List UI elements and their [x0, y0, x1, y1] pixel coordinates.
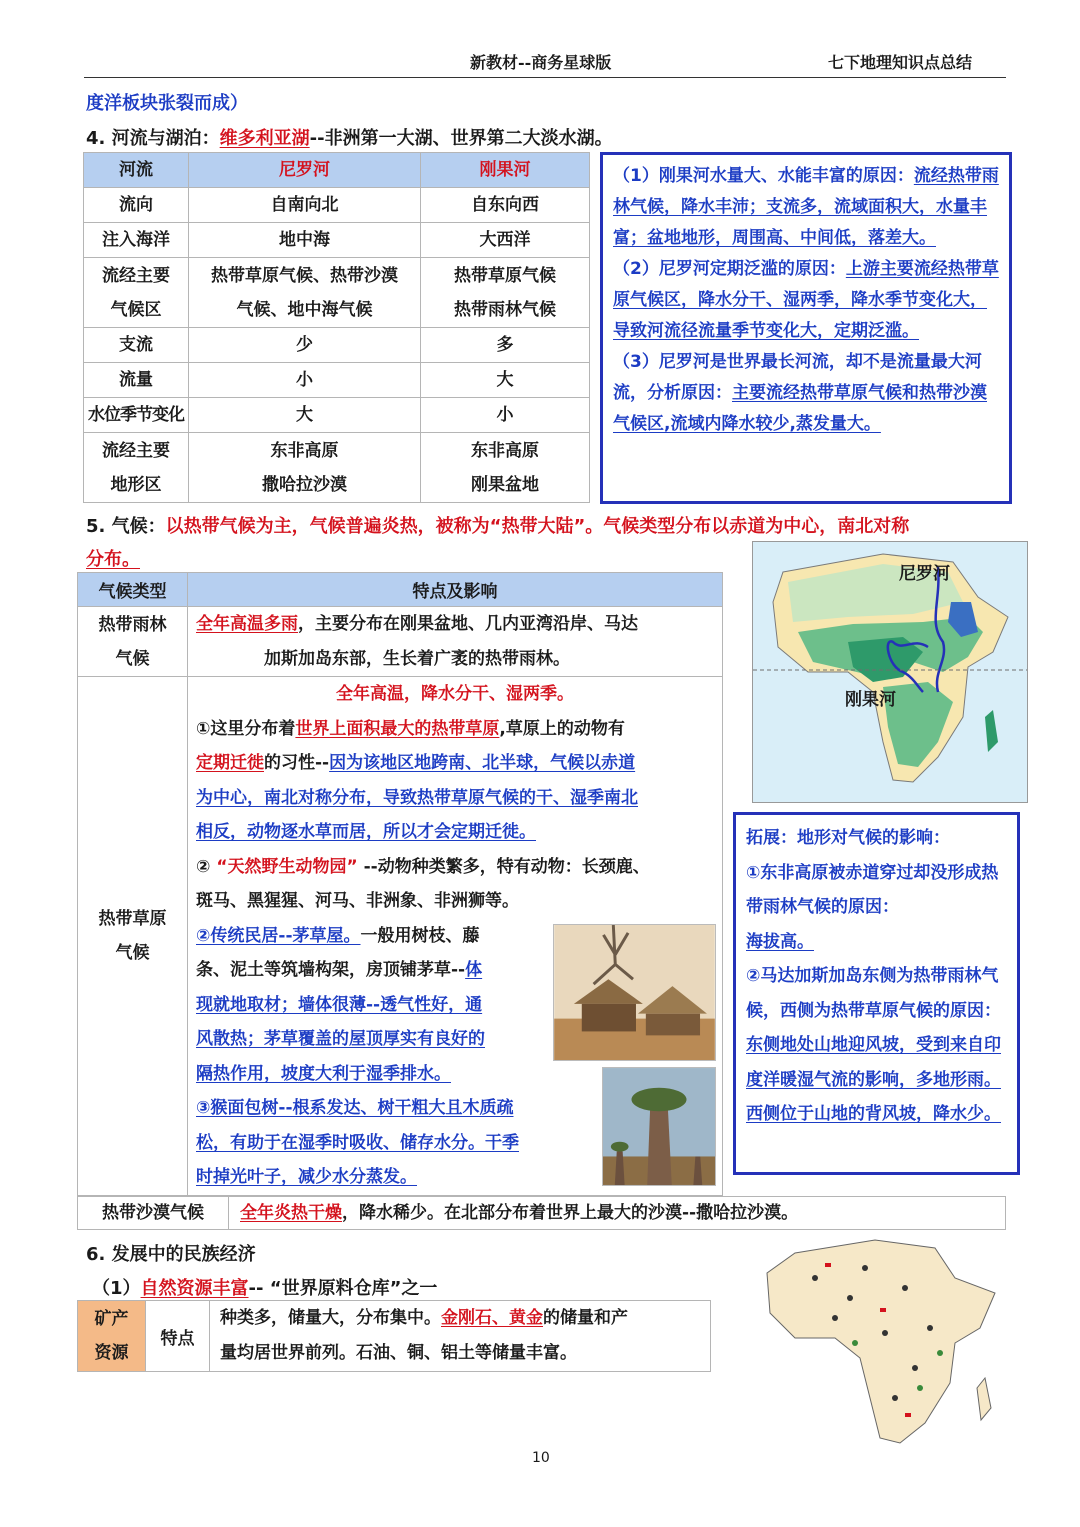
highlight-red: 自然资源丰富 — [140, 1278, 249, 1299]
table-row — [84, 363, 590, 398]
river-note — [613, 254, 999, 347]
header-center-title: 新教材--商务星球版 — [470, 53, 612, 72]
river-note — [613, 347, 999, 440]
highlight-red: “天然野生动物园” — [216, 856, 358, 877]
table-row — [84, 188, 590, 223]
terrain-box-title: 拓展：地形对气候的影响： — [746, 828, 950, 848]
table-header-cell: 特点及影响 — [188, 573, 723, 607]
cell-line: 热带草原气候、热带沙漠 — [211, 265, 398, 286]
table-cell — [421, 433, 590, 503]
highlight-red: 全年炎热干燥 — [240, 1203, 342, 1223]
terrain-question: ①东非高原被赤道穿过却没形成热带雨林气候的原因： — [746, 862, 999, 917]
terrain-answer: 东侧地处山地迎风坡，受到来自印度洋暖湿气流的影响，多地形雨。西侧位于山地的背风坡，降水少。 — [746, 1035, 1001, 1124]
table-cell — [421, 258, 590, 328]
cell-line: 刚果盆地 — [471, 474, 539, 495]
table-row — [84, 433, 590, 503]
table-cell: 自东向西 — [421, 188, 590, 223]
row-label: 流向 — [84, 188, 189, 223]
table-header-cell: 尼罗河 — [189, 153, 421, 188]
desc-text: 的习性-- — [264, 753, 330, 773]
row-label — [84, 433, 189, 503]
desc-text: ，主要分布在刚果盆地、几内亚湾沿岸、马达 — [298, 614, 638, 634]
note-prefix: （1）刚果河水量大、水能丰富的原因： — [613, 166, 914, 186]
row-label: 水位季节变化 — [84, 398, 189, 433]
table-row — [84, 223, 590, 258]
climate-type-cell — [78, 677, 188, 1196]
terrain-paragraph — [746, 959, 1007, 1132]
desc-line — [196, 850, 714, 885]
content-line — [220, 1301, 700, 1336]
section5-prefix: 5. 气候： — [86, 516, 166, 537]
africa-climate-map — [752, 541, 1028, 803]
desc-text: ② — [196, 856, 217, 877]
table-cell: 地中海 — [189, 223, 421, 258]
table-cell: 大 — [421, 363, 590, 398]
table-cell: 多 — [421, 328, 590, 363]
desc-text: ,草原上的动物有 — [499, 718, 625, 739]
river-notes-box — [600, 152, 1012, 504]
table-header-row — [78, 573, 723, 607]
table-cell: 大 — [189, 398, 421, 433]
desc-line: 为中心，南北对称分布，导致热带草原气候的干、湿季南北 — [196, 787, 638, 808]
climate-name-line: 热带雨林 — [98, 614, 167, 635]
desc-line: 相反，动物逐水草而居，所以才会定期迁徙。 — [196, 822, 536, 842]
desc-line: 时掉光叶子，减少水分蒸发。 — [196, 1167, 417, 1187]
table-cell: 大西洋 — [421, 223, 590, 258]
row-label-line: 气候区 — [110, 299, 162, 320]
table-cell — [189, 433, 421, 503]
note-body: 流经热带雨林气候，降水丰沛；支流多，流域面积大，水量丰富；盆地地形，周围高、中间低，落差大。 — [613, 166, 999, 248]
river-note — [613, 161, 999, 254]
desc-line: 隔热作用，坡度大利于湿季排水。 — [196, 1063, 451, 1084]
thatched-hut-photo — [553, 924, 716, 1061]
baobab-tree-photo — [602, 1067, 716, 1186]
table-header-cell: 河流 — [84, 153, 189, 188]
sub-prefix: （1） — [92, 1278, 141, 1299]
row-label-line: 流经主要 — [102, 440, 170, 461]
cell-line: 东非高原 — [471, 440, 539, 461]
table-header-row — [84, 153, 590, 188]
climate-desc-cell — [188, 607, 723, 677]
row-label-line: 地形区 — [110, 474, 162, 495]
table-cell — [189, 258, 421, 328]
terrain-question: ②马达加斯加岛东侧为热带雨林气候，西侧为热带草原气候的原因： — [746, 966, 1001, 1021]
desc-line: 斑马、黑猩猩、河马、非洲象、非洲狮等。 — [196, 891, 519, 911]
desc-line: 现就地取材；墙体很薄--透气性好，通 — [196, 994, 483, 1015]
highlight-blue: 体 — [465, 960, 483, 980]
desc-line — [196, 746, 714, 781]
table-row — [78, 607, 723, 677]
note-prefix: （2）尼罗河定期泛滥的原因： — [613, 259, 846, 279]
climate-desc-cell — [240, 1197, 798, 1229]
desc-line: ③猴面包树--根系发达、树干粗大且木质疏 — [196, 1098, 514, 1118]
africa-resource-map — [755, 1238, 1009, 1448]
section5-red-text: 以热带气候为主，气候普遍炎热，被称为“热带大陆”。气候类型分布以赤道为中心，南北对称 — [165, 516, 910, 537]
nile-map-label: 尼罗河 — [899, 564, 950, 584]
content-text: 种类多，储量大，分布集中。 — [220, 1308, 441, 1328]
mineral-header-cell — [78, 1301, 146, 1372]
desc-line: 风散热；茅草覆盖的屋顶厚实有良好的 — [196, 1029, 485, 1049]
desc-line: 加斯加岛东部，生长着广袤的热带雨林。 — [264, 648, 570, 669]
table-cell: 少 — [189, 328, 421, 363]
table-header-cell: 刚果河 — [421, 153, 590, 188]
note-body: 主要流经热带草原气候和热带沙漠气候区,流域内降水较少,蒸发量大。 — [613, 383, 987, 434]
section5-heading — [86, 512, 909, 538]
note-body: 上游主要流经热带草原气候区，降水分干、湿两季，降水季节变化大，导致河流径流量季节变化大，定期泛滥。 — [613, 259, 999, 341]
sub-suffix: -- “世界原料仓库”之一 — [248, 1278, 438, 1299]
highlight-blue: ②传统民居--茅草屋。 — [196, 925, 361, 946]
table-row — [84, 398, 590, 433]
climate-type-cell — [78, 607, 188, 677]
table-cell: 小 — [189, 363, 421, 398]
section4-prefix: 4. 河流与湖泊： — [86, 128, 220, 149]
cell-line: 气候、地中海气候 — [236, 299, 373, 320]
desc-line — [196, 712, 714, 747]
desc-line — [196, 607, 714, 642]
header-line: 矿产 — [94, 1309, 129, 1329]
climate-name-line: 气候 — [115, 942, 150, 963]
desc-text: --动物种类繁多，特有动物：长颈鹿、 — [357, 856, 650, 877]
row-label: 流量 — [84, 363, 189, 398]
highlight-red: 世界上面积最大的热带草原 — [295, 718, 500, 739]
table-row — [78, 1301, 711, 1372]
section4-heading — [86, 124, 613, 150]
highlight-red: 金刚石、黄金 — [441, 1308, 543, 1328]
content-text: 的储量和产 — [543, 1308, 628, 1328]
section5-red-tail: 分布。 — [86, 549, 140, 570]
desc-line: 松，有助于在湿季时吸收、储存水分。干季 — [196, 1132, 519, 1153]
row-label: 支流 — [84, 328, 189, 363]
climate-name-line: 气候 — [115, 648, 150, 669]
section6-subheading — [92, 1274, 437, 1300]
table-cell: 小 — [421, 398, 590, 433]
header-line: 资源 — [94, 1343, 129, 1363]
desert-climate-row — [77, 1196, 1006, 1230]
header-divider — [84, 77, 1006, 78]
row-label: 注入海洋 — [84, 223, 189, 258]
highlight-red: 定期迁徙 — [196, 753, 264, 773]
table-row — [84, 328, 590, 363]
header-right-title: 七下地理知识点总结 — [828, 53, 973, 72]
page-number: 10 — [532, 1450, 550, 1466]
highlight-blue: 因为该地区地跨南、北半球，气候以赤道 — [329, 753, 636, 773]
section5-red-text-2 — [86, 545, 140, 571]
desc-text: ①这里分布着 — [196, 718, 296, 739]
africa-map-graphic — [753, 542, 1028, 803]
row-label-line: 流经主要 — [102, 265, 170, 286]
intro-line: 度洋板块张裂而成） — [86, 93, 248, 114]
climate-type-cell: 热带沙漠气候 — [78, 1197, 229, 1229]
terrain-answer: 海拔高。 — [746, 931, 814, 952]
cell-line: 热带雨林气候 — [454, 299, 556, 320]
table-cell: 自南向北 — [189, 188, 421, 223]
section4-lake: 维多利亚湖 — [219, 128, 310, 149]
note-prefix: （3）尼罗河是世界最长河流，却不是流量最大河流，分析原因： — [613, 352, 982, 403]
cell-line: 东非高原 — [270, 440, 339, 461]
table-header-cell: 气候类型 — [78, 573, 188, 607]
desc-text: ，降水稀少。在北部分布着世界上最大的沙漠--撒哈拉沙漠。 — [342, 1203, 799, 1223]
desc-text: 条、泥土等筑墙构架，房顶铺茅草-- — [196, 960, 466, 980]
congo-map-label: 刚果河 — [845, 690, 896, 710]
feature-cell: 特点 — [146, 1301, 210, 1372]
terrain-effect-box — [733, 812, 1020, 1175]
mineral-content-cell — [210, 1301, 711, 1372]
cell-line: 撒哈拉沙漠 — [262, 474, 347, 495]
cell-line: 热带草原气候 — [454, 265, 556, 286]
desc-text: 一般用树枝、藤 — [360, 925, 480, 946]
river-comparison-table — [83, 152, 590, 503]
savanna-title: 全年高温，降水分干、湿两季。 — [336, 684, 574, 704]
mineral-resources-table — [77, 1300, 711, 1372]
highlight-red: 全年高温多雨 — [196, 614, 298, 634]
section4-suffix: --非洲第一大湖、世界第二大淡水湖。 — [309, 128, 613, 149]
section6-heading: 6. 发展中的民族经济 — [86, 1244, 256, 1265]
content-line: 量均居世界前列。石油、铜、铝土等储量丰富。 — [220, 1343, 577, 1363]
row-label — [84, 258, 189, 328]
table-row — [84, 258, 590, 328]
climate-name-line: 热带草原 — [98, 908, 167, 929]
